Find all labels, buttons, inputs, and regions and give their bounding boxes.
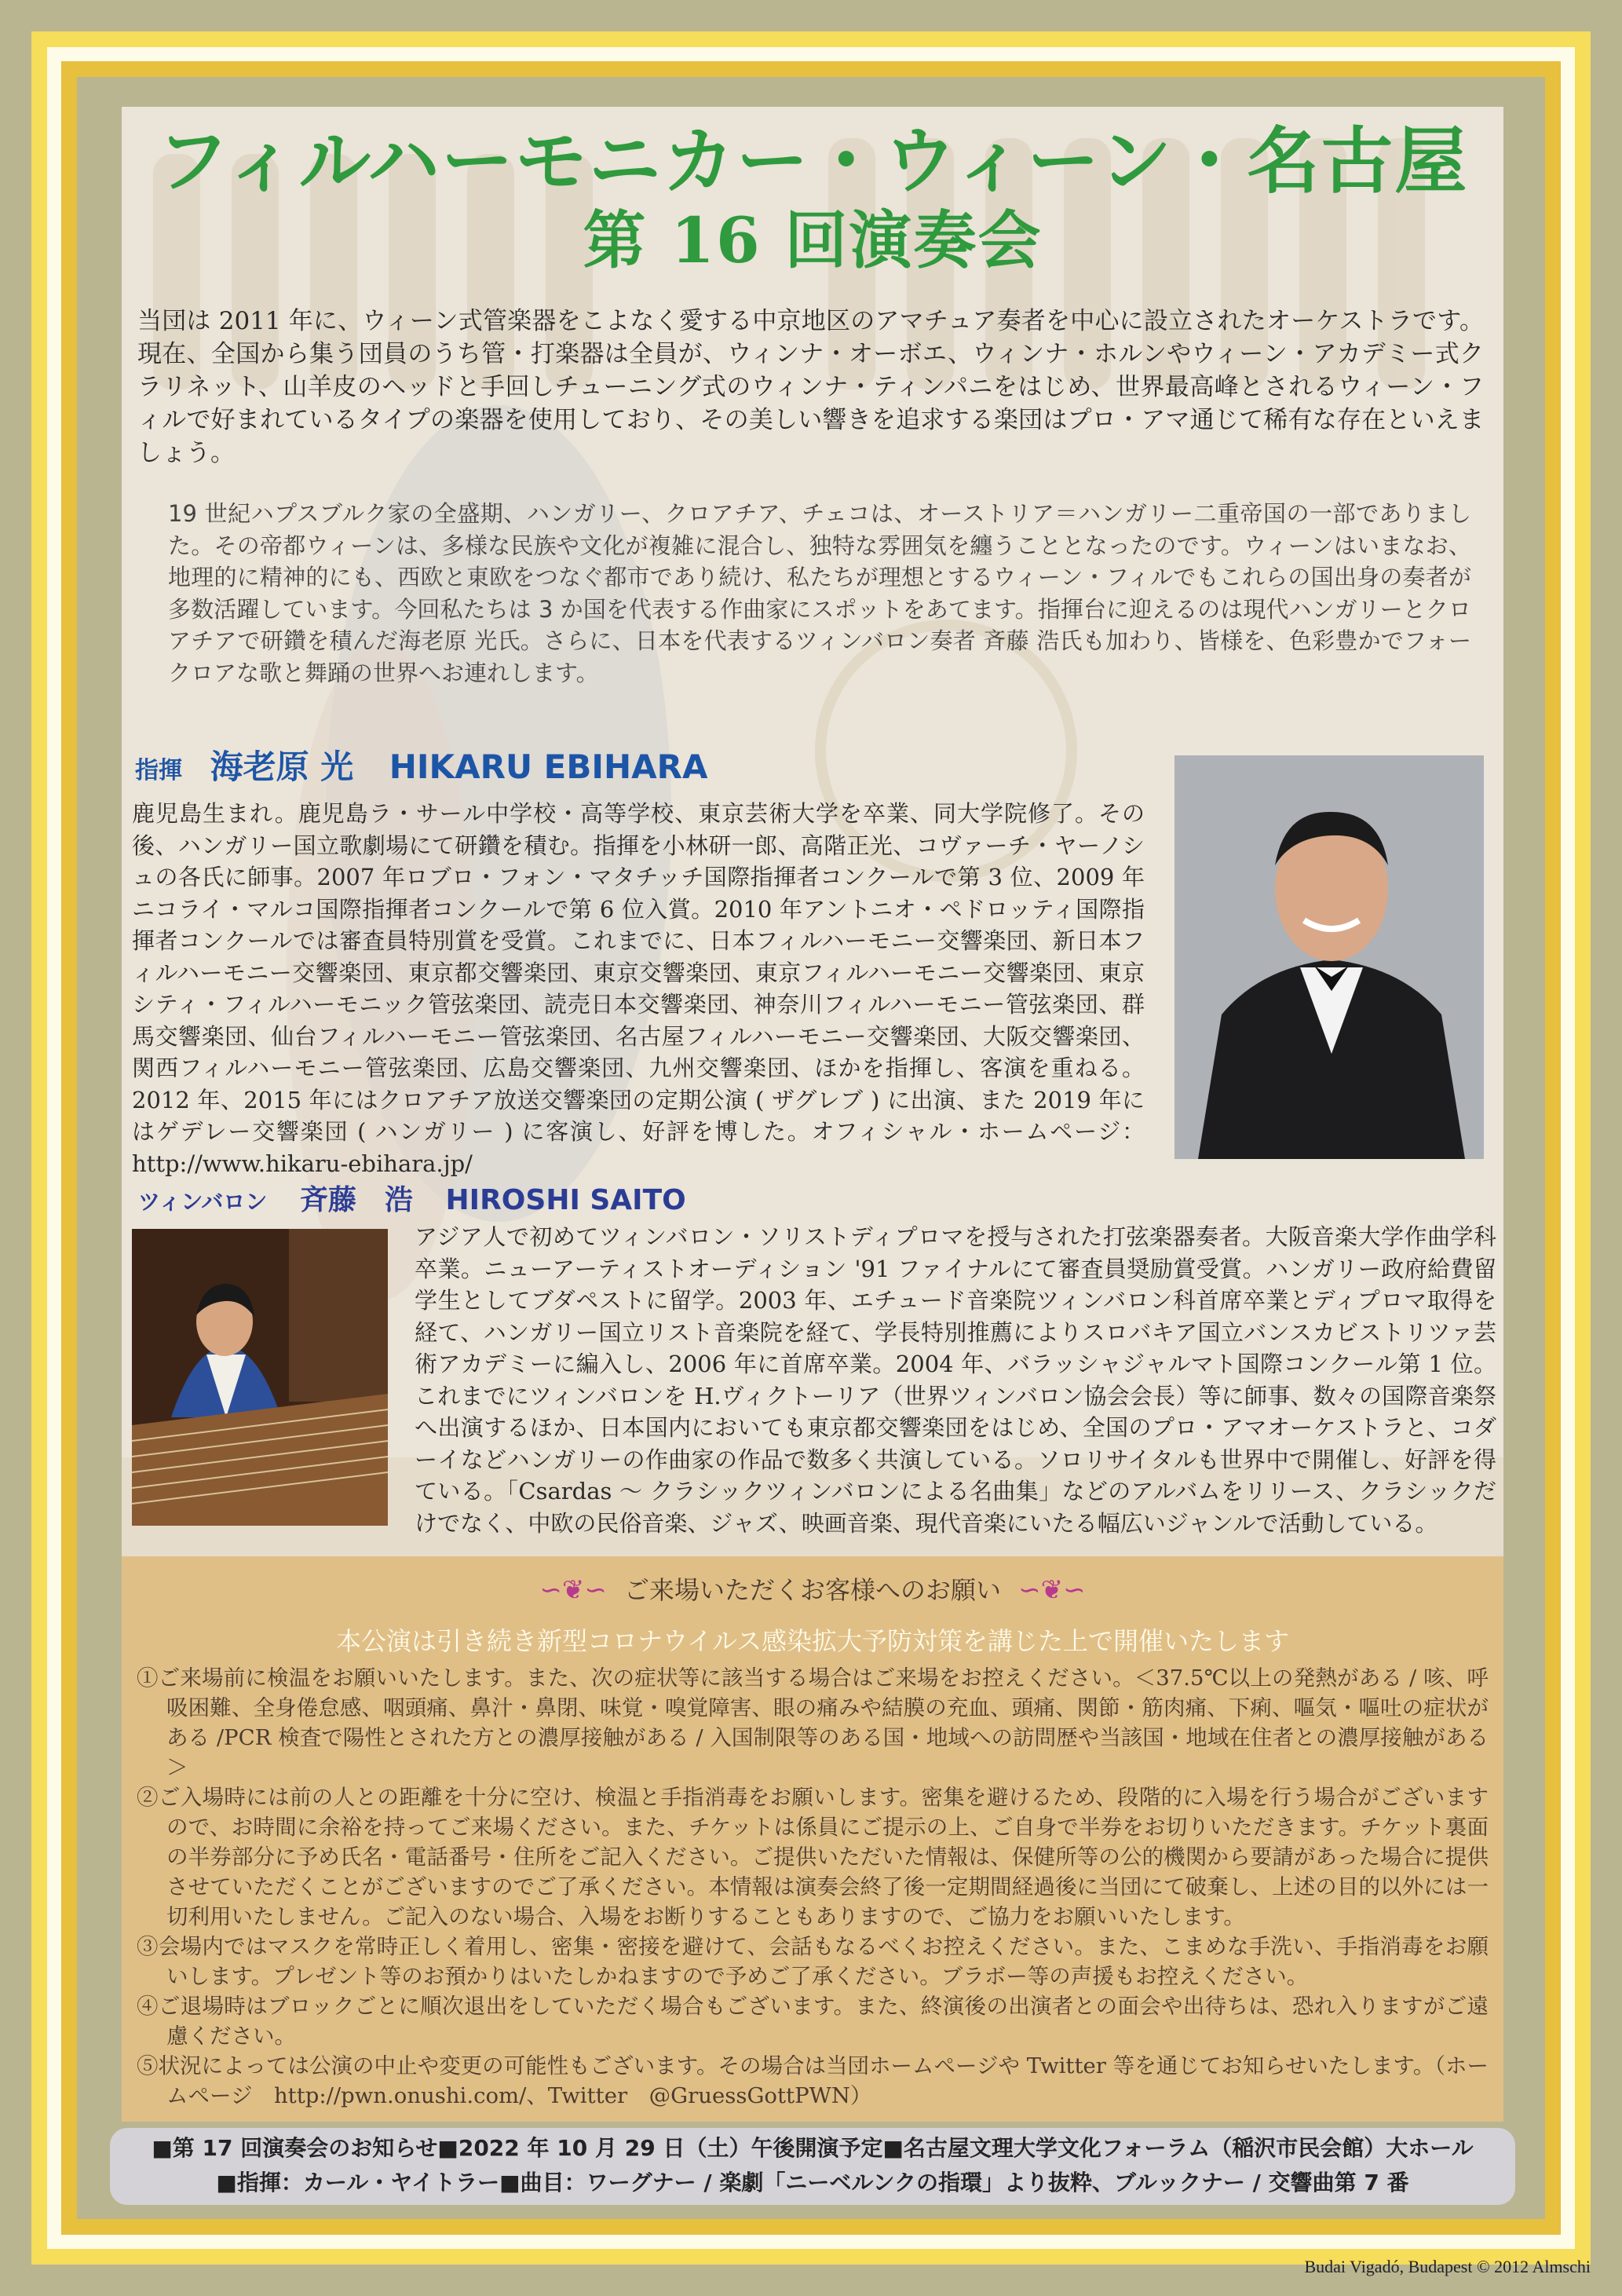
cimbalom-name-en: HIROSHI SAITO — [445, 1184, 686, 1216]
conductor-bio: 鹿児島生まれ。鹿児島ラ・サール中学校・高等学校、東京芸術大学を卒業、同大学院修了。その後、ハンガリー国立歌劇場にて研鑽を積む。指揮を小林研一郎、高階正光、コヴァーチ・ヤーノシュの各氏に師事。2007 年ロブロ・フォン・マタチッチ国際指揮者コンクールで第 3 位、2009 年ニコライ・マルコ国際指揮者コンクールで第 6 位入賞。2010 年アントニオ・ペドロッティ国際指揮者コンクールでは審査員特別賞を受賞。これまでに、日本フィルハーモニー交響楽団、新日本フィルハーモニー交響楽団、東京都交響楽団、東京交響楽団、東京フィルハーモニー交響楽団、東京シティ・フィルハーモニック管弦楽団、読売日本交響楽団、神奈川フィルハーモニー管弦楽団、群馬交響楽団、仙台フィルハーモニー管弦楽団、名古屋フィルハーモニー交響楽団、大阪交響楽団、関西フィルハーモニー管弦楽団、広島交響楽団、九州交響楽団、ほかを指揮し、客演を重ねる。2012 年、2015 年にはクロアチア放送交響楽団の定期公演 ( ザグレブ ) に出演、また 2019 年にはゲデレー交響楽団 ( ハンガリー ) に客演し、好評を博した。オフィシャル・ホームページ：http://www.hikaru-ebihara.jp/ — [132, 800, 1145, 1177]
right-ornament-icon: ∽❦∽ — [1018, 1574, 1086, 1606]
conductor-photo — [1174, 755, 1484, 1159]
notice-subheading: 本公演は引き続き新型コロナウイルス感染拡大予防対策を講じた上で開催いたします — [335, 1626, 1290, 1656]
left-ornament-icon: ∽❦∽ — [539, 1574, 607, 1606]
notice-item-1: ①ご来場前に検温をお願いいたします。また、次の症状等に該当する場合はご来場をお控えください。＜37.5℃以上の発熱がある / 咳、呼吸困難、全身倦怠感、咽頭痛、鼻汁・鼻閉、味覚・嗅覚障害、眼の痛みや結膜の充血、頭痛、関節・筋肉痛、下痢、嘔気・嘔吐の症状がある /PCR 検査で陽性とされた方との濃厚接触がある / 入国制限等のある国・地域への訪問歴や当該国・地域在住者との濃厚接触がある＞ — [137, 1665, 1489, 1780]
notice-item-5: ⑤状況によっては公演の中止や変更の可能性もございます。その場合は当団ホームページや Twitter 等を通じてお知らせいたします。（ホームページ http://pwn.onushi.com/、Twitter @GruessGottPWN） — [137, 2053, 1489, 2108]
conductor-heading — [135, 741, 708, 788]
cimbalom-bio: アジア人で初めてツィンバロン・ソリストディプロマを授与された打弦楽器奏者。大阪音楽大学作曲学科卒業。ニューアーティストオーディション '91 ファイナルにて審査員奨励賞受賞。ハンガリー政府給費留学生としてブダペストに留学。2003 年、エチュード音楽院ツィンバロン科首席卒業とディプロマ取得を経て、ハンガリー国立リスト音楽院を経て、学長特別推薦によりスロバキア国立バンスカビストリツァ芸術アカデミーに編入し、2006 年に首席卒業。2004 年、バラッシャジャルマト国際コンクール第 1 位。これまでにツィンバロンを H.ヴィクトーリア（世界ツィンバロン協会会長）等に師事、数々の国際音楽祭へ出演するほか、日本国内においても東京都交響楽団をはじめ、全国のプロ・アマオーケストラと、コダーイなどハンガリーの作曲家の作品で数多く共演している。ソロリサイタルも世界中で開催し、好評を得ている。「Csardas ～ クラシックツィンバロンによる名曲集」などのアルバムをリリース、クラシックだけでなく、中欧の民俗音楽、ジャズ、映画音楽、現代音楽にいたる幅広いジャンルで活動している。 — [415, 1223, 1496, 1537]
conductor-name: 海老原 光 — [210, 748, 354, 786]
photo-credit: Budai Vigadó, Budapest © 2012 Almschi — [1304, 2257, 1591, 2276]
cimbalom-name: 斉藤 浩 — [299, 1184, 413, 1216]
notice-item-4: ④ご退場時はブロックごとに順次退出をしていただく場合もございます。また、終演後の出演者との面会や出待ちは、恐れ入りますがご遠慮ください。 — [137, 1994, 1489, 2049]
cimbalom-role: ツィンバロン — [138, 1189, 268, 1215]
notice-item-3: ③会場内ではマスクを常時正しく着用し、密集・密接を避けて、会話もなるべくお控えください。また、こまめな手洗い、手指消毒をお願いします。プレゼント等のお預かりはいたしかねますので予めご了承ください。ブラボー等の声援もお控えください。 — [137, 1934, 1489, 1989]
concert-title-line1: フィルハーモニカー・ウィーン・名古屋 — [156, 119, 1469, 203]
conductor-name-en: HIKARU EBIHARA — [389, 748, 708, 786]
orchestra-intro-paragraph: 当団は 2011 年に、ウィーン式管楽器をこよなく愛する中京地区のアマチュア奏者を中心に設立されたオーケストラです。現在、全国から集う団員のうち管・打楽器は全員が、ウィンナ・オーボエ、ウィンナ・ホルンやウィーン・アカデミー式クラリネット、山羊皮のヘッドと手回しチューニング式のウィンナ・ティンパニをはじめ、世界最高峰とされるウィーン・フィルで好まれているタイプの楽器を使用しており、その美しい響きを追求する楽団はプロ・アマ通じて稀有な存在といえましょう。 — [137, 307, 1484, 467]
concert-title-line2: 第 16 回演奏会 — [583, 203, 1043, 277]
program-theme-paragraph: 19 世紀ハプスブルク家の全盛期、ハンガリー、クロアチア、チェコは、オーストリア＝ハンガリー二重帝国の一部でありました。その帝都ウィーンは、多様な民族や文化が複雑に混合し、独特な雰囲気を纏うこととなったのです。ウィーンはいまなお、地理的に精神的にも、西欧と東欧をつなぐ都市であり続け、私たちが理想とするウィーン・フィルでもこれらの国出身の奏者が多数活躍しています。今回私たちは 3 か国を代表する作曲家にスポットをあてます。指揮台に迎えるのは現代ハンガリーとクロアチアで研鑽を積んだ海老原 光氏。さらに、日本を代表するツィンバロン奏者 斉藤 浩氏も加わり、皆様を、色彩豊かでフォークロアな歌と舞踊の世界へお連れします。 — [168, 500, 1471, 686]
cimbalom-player-photo — [132, 1229, 388, 1526]
notice-item-2: ②ご入場時には前の人との距離を十分に空け、検温と手指消毒をお願いします。密集を避けるため、段階的に入場を行う場合がございますので、お時間に余裕を持ってご来場ください。また、チケットは係員にご提示の上、ご自身で半券をお切りいただきます。チケット裏面の半券部分に予め氏名・電話番号・住所をご記入ください。ご提供いただいた情報は、保健所等の公的機関から要請があった場合に提供させていただくことがございますのでご了承ください。本情報は演奏会終了後一定期間経過後に当団にて破棄し、上述の目的以外には一切利用いたしません。ご記入のない場合、入場をお断りすることもありますので、ご協力をお願いいたします。 — [137, 1785, 1489, 1929]
next-concert-line2: ■指揮：カール・ヤイトラー■曲目：ワーグナー / 楽劇「ニーベルンクの指環」より抜粋、ブルックナー / 交響曲第 7 番 — [216, 2170, 1409, 2195]
notice-heading-row — [122, 1570, 1503, 1607]
notice-heading: ご来場いただくお客様へのお願い — [623, 1575, 1001, 1605]
next-concert-info-box — [110, 2128, 1515, 2205]
cimbalom-heading — [138, 1178, 686, 1218]
notice-list — [135, 1663, 1489, 2111]
conductor-role: 指揮 — [135, 757, 182, 784]
next-concert-line1: ■第 17 回演奏会のお知らせ■2022 年 10 月 29 日（土）午後開演予定■名古屋文理大学文化フォーラム（稲沢市民会館）大ホール — [152, 2135, 1474, 2161]
